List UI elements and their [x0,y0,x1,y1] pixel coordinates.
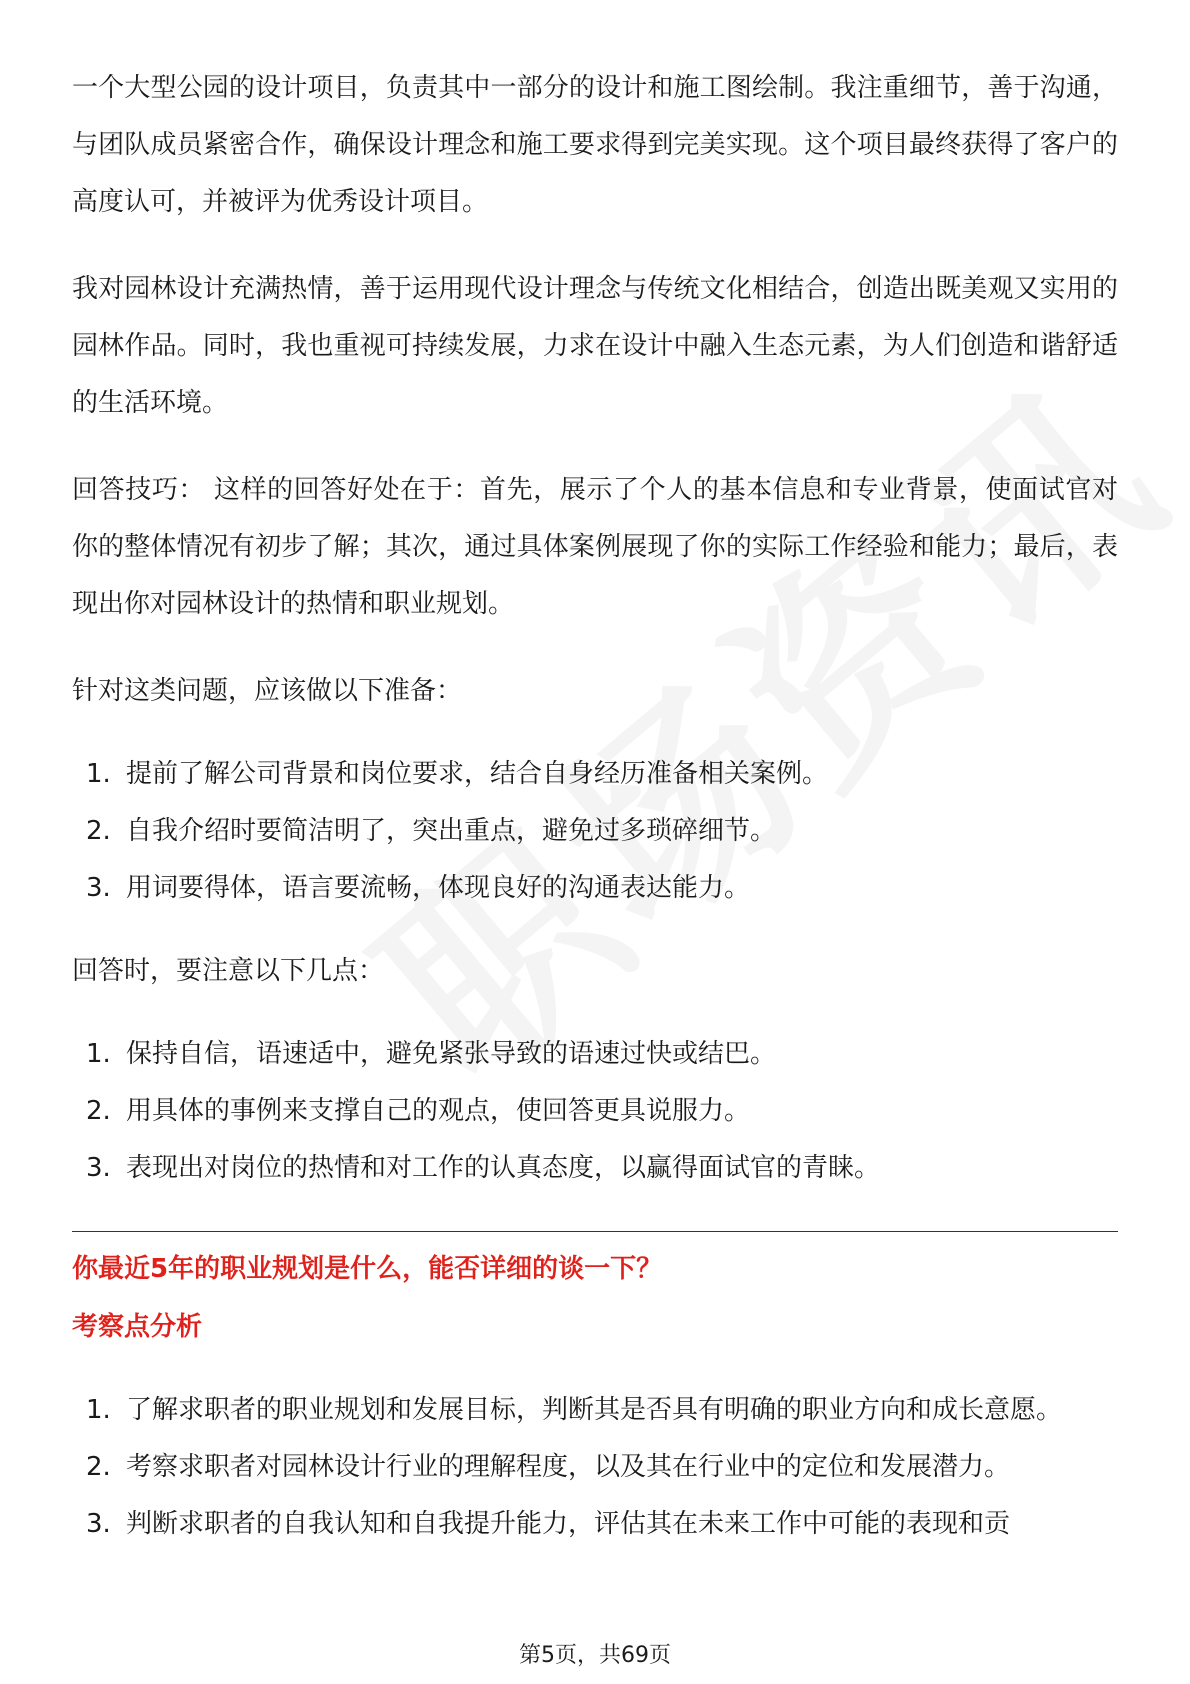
paragraph-passion: 我对园林设计充满热情，善于运用现代设计理念与传统文化相结合，创造出既美观又实用的园林作品。同时，我也重视可持续发展，力求在设计中融入生态元素，为人们创造和谐舒适的生活环境。 [72,274,1118,418]
prep-list [72,746,1118,917]
list-item: 3. 表现出对岗位的热情和对工作的认真态度，以赢得面试官的青睐。 [86,1153,881,1183]
list-item: 3. 用词要得体，语言要流畅，体现良好的沟通表达能力。 [86,873,751,903]
page-number: 第5页，共69页 [519,1643,671,1668]
list-item: 3. 判断求职者的自我认知和自我提升能力，评估其在未来工作中可能的表现和贡 [86,1509,1011,1539]
analysis-title: 考察点分析 [72,1312,203,1342]
list-item: 1. 提前了解公司背景和岗位要求，结合自身经历准备相关案例。 [86,759,829,789]
paragraph-project: 一个大型公园的设计项目，负责其中一部分的设计和施工图绘制。我注重细节，善于沟通，与团队成员紧密合作，确保设计理念和施工要求得到完美实现。这个项目最终获得了客户的高度认可，并被评为优秀设计项目。 [72,73,1118,217]
list-item: 2. 自我介绍时要简洁明了，突出重点，避免过多琐碎细节。 [86,816,777,846]
section-divider [72,1231,1118,1232]
prep-heading: 针对这类问题，应该做以下准备： [72,676,463,706]
list-item: 2. 用具体的事例来支撑自己的观点，使回答更具说服力。 [86,1096,751,1126]
list-item: 1. 保持自信，语速适中，避免紧张导致的语速过快或结巴。 [86,1039,777,1069]
document-page [72,60,1118,1553]
paragraph-answer-tips: 回答技巧： 这样的回答好处在于：首先，展示了个人的基本信息和专业背景，使面试官对你的整体情况有初步了解；其次，通过具体案例展现了你的实际工作经验和能力；最后，表现出你对园林设计的热情和职业规划。 [72,475,1118,619]
notes-list [72,1026,1118,1197]
analysis-list [72,1382,1118,1553]
question-title: 你最近5年的职业规划是什么，能否详细的谈一下？ [72,1254,663,1284]
list-item: 2. 考察求职者对园林设计行业的理解程度，以及其在行业中的定位和发展潜力。 [86,1452,1011,1482]
list-item: 1. 了解求职者的职业规划和发展目标，判断其是否具有明确的职业方向和成长意愿。 [86,1395,1063,1425]
notes-heading: 回答时，要注意以下几点： [72,956,385,986]
